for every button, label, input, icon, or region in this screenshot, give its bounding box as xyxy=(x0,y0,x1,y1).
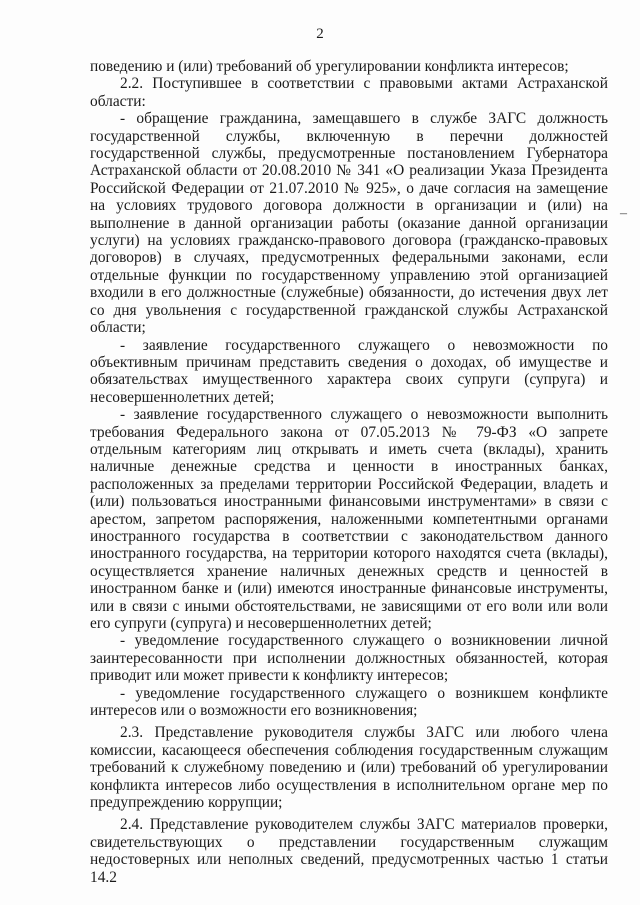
paragraph-2-2: 2.2. Поступившее в соответствии с правовыми актами Астраханской области: xyxy=(90,75,608,110)
paragraph-continuation: поведению и (или) требований об урегулировании конфликта интересов; xyxy=(90,58,569,75)
paragraph-2-3: 2.3. Представление руководителя службы ЗАГС или любого члена комиссии, касающееся обеспечения соблюдения государственным служащим требований к служебному поведению и (или) требований об урегулировании конфликта интересов либо осуществления в исполнительном органе мер по предупреждению коррупции; xyxy=(90,724,608,812)
page-number: 2 xyxy=(316,26,324,42)
paragraph-income-statement: - заявление государственного служащего о невозможности по объективным причинам представить сведения о доходах, об имуществе и обязательствах имущественного характера своих супруги (супруга) и несовершеннолетних детей; xyxy=(90,336,608,406)
document-body xyxy=(90,58,608,886)
paragraph-conflict-notice: - уведомление государственного служащего о возникшем конфликте интересов или о возможности его возникновения; xyxy=(90,684,608,720)
margin-dash-mark: – xyxy=(620,206,627,221)
paragraph-personal-interest: - уведомление государственного служащего о возникновении личной заинтересованности при исполнении должностных обязанностей, которая приводит или может привести к конфликту интересов; xyxy=(90,632,608,685)
paragraph-citizen-appeal: - обращение гражданина, замещавшего в службе ЗАГС должность государственной службы, включенную в перечни должностей государственной службы, предусмотренные постановлением Губернатора Астраханской области от 20.08.2010 № 341 «О реализации Указа Президента Российской Федерации от 21.07.2010 № 925», о даче согласия на замещение на условиях трудового договора должности в организации и (или) на выполнение в данной организации работы (оказание данной организации услуги) на условиях гражданско-правового договора (гражданско-правовых договоров) в случаях, предусмотренных федеральными законами, если отдельные функции по государственному управлению этой организацией входили в его должностные (служебные) обязанности, до истечения двух лет со дня увольнения с государственной гражданской службы Астраханской области; xyxy=(90,110,608,337)
paragraph-foreign-accounts: - заявление государственного служащего о невозможности выполнить требования Федерального закона от 07.05.2013 № 79-ФЗ «О запрете отдельным категориям лиц открывать и иметь счета (вклады), хранить наличные денежные средства и ценности в иностранных банках, расположенных за пределами территории Российской Федерации, владеть и (или) пользоваться иностранными финансовыми инструментами» в связи с арестом, запретом распоряжения, наложенными компетентными органами иностранного государства в соответствии с законодательством данного иностранного государства, на территории которого находятся счета (вклады), осуществляется хранение наличных денежных средств и ценностей в иностранном банке и (или) имеются иностранные финансовые инструменты, или в связи с иными обстоятельствами, не зависящими от его воли или воли его супруги (супруга) и несовершеннолетних детей; xyxy=(90,406,608,632)
paragraph-2-4: 2.4. Представление руководителем службы ЗАГС материалов проверки, свидетельствующих о представлении государственным служащим недостоверных или неполных сведений, предусмотренных частью 1 статьи 14.2 xyxy=(90,816,608,886)
